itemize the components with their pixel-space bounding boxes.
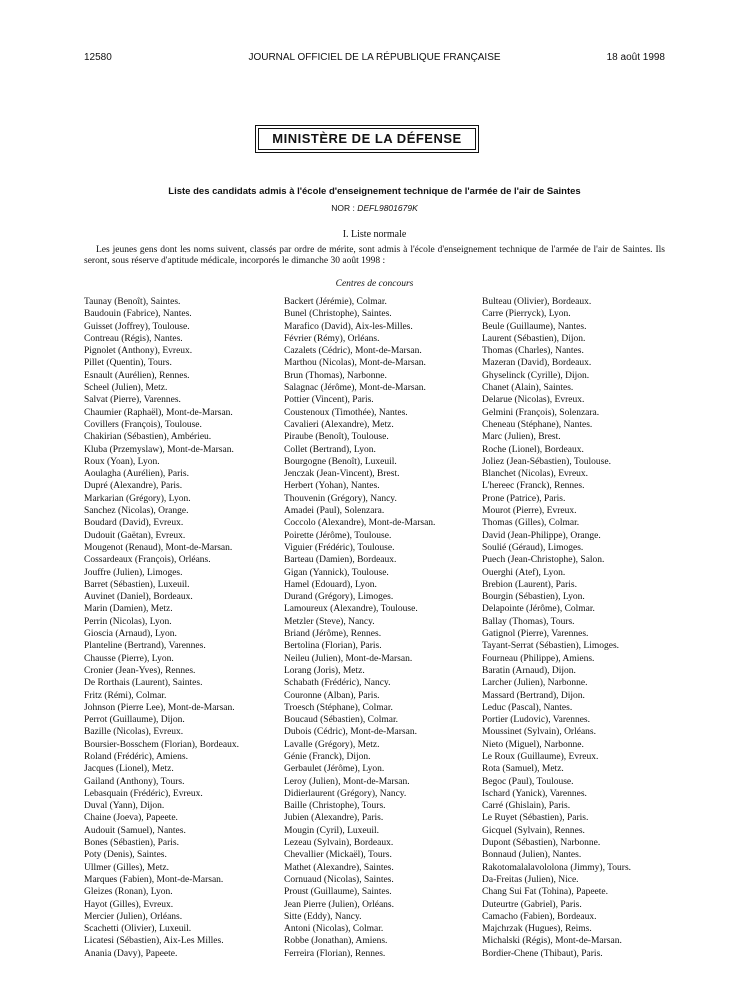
- candidate-entry: Chaine (Joeva), Papeete.: [84, 813, 178, 824]
- candidate-entry: Rakotomalalavololona (Jimmy), Tours.: [482, 862, 632, 873]
- candidate-entry: Cossardeaux (François), Orléans.: [84, 555, 211, 566]
- candidate-entry: Covillers (François), Toulouse.: [84, 419, 202, 430]
- candidate-entry: Poty (Denis), Saintes.: [84, 850, 167, 861]
- candidate-entry: Hayot (Gilles), Evreux.: [84, 899, 174, 910]
- candidate-entry: Carré (Ghislain), Paris.: [482, 801, 571, 812]
- candidate-entry: Mougin (Cyril), Luxeuil.: [284, 825, 379, 836]
- candidate-entry: Roux (Yoan), Lyon.: [84, 456, 160, 467]
- candidate-entry: Bourgin (Sébastien), Lyon.: [482, 592, 585, 603]
- candidate-entry: Majchrzak (Hugues), Reims.: [482, 924, 592, 935]
- candidate-entry: Duteurtre (Gabriel), Paris.: [482, 899, 582, 910]
- candidate-entry: Chaumier (Raphaël), Mont-de-Marsan.: [84, 407, 233, 418]
- candidate-entry: Antoni (Nicolas), Colmar.: [284, 924, 384, 935]
- page-header: [84, 52, 665, 68]
- candidate-entry: Ischard (Yanick), Varennes.: [482, 788, 587, 799]
- candidate-entry: Dudouit (Gaëtan), Evreux.: [84, 530, 186, 541]
- candidate-entry: Massard (Bertrand), Dijon.: [482, 690, 585, 701]
- candidate-entry: Nieto (Miguel), Narbonne.: [482, 739, 584, 750]
- candidate-entry: Thouvenin (Grégory), Nancy.: [284, 493, 397, 504]
- candidate-entry: Gelmini (François), Solenzara.: [482, 407, 600, 418]
- nor-reference: [84, 203, 665, 213]
- candidate-entry: Sitte (Eddy), Nancy.: [284, 911, 362, 922]
- candidate-entry: Begoc (Paul), Toulouse.: [482, 776, 574, 787]
- candidate-entry: Mercier (Julien), Orléans.: [84, 911, 183, 922]
- candidate-entry: Marafico (David), Aix-les-Milles.: [284, 321, 413, 332]
- candidate-entry: Gleizes (Ronan), Lyon.: [84, 887, 173, 898]
- candidate-entry: Baudouin (Fabrice), Nantes.: [84, 309, 192, 320]
- candidate-entry: Johnson (Pierre Lee), Mont-de-Marsan.: [84, 702, 235, 713]
- centres-heading: Centres de concours: [335, 279, 414, 289]
- candidate-entry: Prone (Patrice), Paris.: [482, 493, 566, 504]
- candidate-entry: Licatesi (Sébastien), Aix-Les Milles.: [84, 936, 224, 947]
- candidate-entry: Audouit (Samuel), Nantes.: [84, 825, 186, 836]
- candidate-entry: Marthou (Nicolas), Mont-de-Marsan.: [284, 358, 426, 369]
- candidate-entry: Marques (Fabien), Mont-de-Marsan.: [84, 874, 224, 885]
- candidate-entry: Dupré (Alexandre), Paris.: [84, 481, 183, 492]
- candidate-entry: Pignolet (Anthony), Evreux.: [84, 346, 193, 357]
- candidate-entry: Gicquel (Sylvain), Rennes.: [482, 825, 585, 836]
- candidate-entry: Couronne (Alban), Paris.: [284, 690, 380, 701]
- candidate-entry: Brun (Thomas), Narbonne.: [284, 370, 387, 381]
- candidate-entry: Ullmer (Gilles), Metz.: [84, 862, 169, 873]
- candidate-entry: Carre (Pierryck), Lyon.: [482, 309, 571, 320]
- candidate-entry: Boucaud (Sébastien), Colmar.: [284, 715, 398, 726]
- candidate-entry: Gioscia (Arnaud), Lyon.: [84, 629, 177, 640]
- candidate-entry: Hamel (Edouard), Lyon.: [284, 579, 377, 590]
- candidate-entry: Boursier-Bosschem (Florian), Bordeaux.: [84, 739, 239, 750]
- candidate-entry: Le Roux (Guillaume), Evreux.: [482, 751, 599, 762]
- candidate-entry: Didierlaurent (Grégory), Nancy.: [284, 788, 407, 799]
- candidate-entry: De Rorthais (Laurent), Saintes.: [84, 678, 203, 689]
- candidate-entry: Fourneau (Philippe), Amiens.: [482, 653, 595, 664]
- candidate-entry: Scheel (Julien), Metz.: [84, 383, 168, 394]
- candidate-entry: Bulteau (Olivier), Bordeaux.: [482, 297, 592, 307]
- page-number: 12580: [84, 52, 112, 63]
- candidate-entry: Anania (Davy), Papeete.: [84, 948, 178, 959]
- candidate-entry: Puech (Jean-Christophe), Salon.: [482, 555, 605, 566]
- candidate-entry: Jouffre (Julien), Limoges.: [84, 567, 183, 578]
- candidate-entry: Chakirian (Sébastien), Ambérieu.: [84, 432, 212, 443]
- candidate-entry: Mougenot (Renaud), Mont-de-Marsan.: [84, 542, 233, 553]
- candidate-entry: Bourgogne (Benoît), Luxeuil.: [284, 456, 397, 467]
- candidate-entry: Thomas (Charles), Nantes.: [482, 346, 584, 357]
- candidate-entry: Blanchet (Nicolas), Evreux.: [482, 469, 589, 480]
- candidate-entry: Perrot (Guillaume), Dijon.: [84, 715, 185, 726]
- candidate-entry: Jacques (Lionel), Metz.: [84, 764, 174, 775]
- candidate-entry: Lezeau (Sylvain), Bordeaux.: [284, 838, 394, 849]
- candidate-entry: Thomas (Gilles), Colmar.: [482, 518, 580, 529]
- candidate-entry: Leduc (Pascal), Nantes.: [482, 702, 573, 713]
- candidate-entry: Baratin (Arnaud), Dijon.: [482, 665, 576, 676]
- candidate-column-2: [284, 296, 474, 960]
- candidate-entry: Duval (Yann), Dijon.: [84, 801, 165, 812]
- candidate-entry: Février (Rémy), Orléans.: [284, 333, 380, 344]
- ministry-title: MINISTÈRE DE LA DÉFENSE: [258, 128, 476, 150]
- candidate-entry: Ferreira (Florian), Rennes.: [284, 948, 386, 959]
- candidate-entry: Larcher (Julien), Narbonne.: [482, 678, 588, 689]
- candidate-entry: Fritz (Rémi), Colmar.: [84, 690, 167, 701]
- candidate-entry: Bordier-Chene (Thibaut), Paris.: [482, 948, 603, 959]
- candidate-entry: David (Jean-Philippe), Orange.: [482, 530, 601, 541]
- candidate-entry: Coccolo (Alexandre), Mont-de-Marsan.: [284, 518, 436, 529]
- candidate-entry: Collet (Bertrand), Lyon.: [284, 444, 376, 455]
- candidate-entry: Dubois (Cédric), Mont-de-Marsan.: [284, 727, 417, 738]
- candidate-entry: Jean Pierre (Julien), Orléans.: [284, 899, 395, 910]
- candidate-entry: Jubien (Alexandre), Paris.: [284, 813, 384, 824]
- candidate-entry: Tayant-Serrat (Sébastien), Limoges.: [482, 641, 620, 652]
- candidate-entry: Bunel (Christophe), Saintes.: [284, 309, 392, 320]
- candidate-entry: Scachetti (Olivier), Luxeuil.: [84, 924, 192, 935]
- candidate-entry: Baille (Christophe), Tours.: [284, 801, 386, 812]
- candidate-entry: Moussinet (Sylvain), Orléans.: [482, 727, 596, 738]
- candidate-entry: Leroy (Julien), Mont-de-Marsan.: [284, 776, 410, 787]
- candidate-entry: Bonnaud (Julien), Nantes.: [482, 850, 582, 861]
- candidate-entry: Salagnac (Jérôme), Mont-de-Marsan.: [284, 383, 426, 394]
- candidate-entry: Marin (Damien), Metz.: [84, 604, 173, 615]
- candidate-entry: Taunay (Benoît), Saintes.: [84, 297, 181, 307]
- candidate-entry: Laurent (Sébastien), Dijon.: [482, 333, 586, 344]
- candidate-entry: Guisset (Joffrey), Toulouse.: [84, 321, 190, 332]
- candidate-entry: Amadei (Paul), Solenzara.: [284, 506, 385, 517]
- candidate-entry: Roland (Frédéric), Amiens.: [84, 751, 188, 762]
- candidate-entry: Durand (Grégory), Limoges.: [284, 592, 394, 603]
- candidate-entry: Jenczak (Jean-Vincent), Brest.: [284, 469, 400, 480]
- journal-title: JOURNAL OFFICIEL DE LA RÉPUBLIQUE FRANÇAISE: [248, 52, 501, 63]
- candidate-entry: Cheneau (Stéphane), Nantes.: [482, 419, 593, 430]
- candidate-entry: Gatignol (Pierre), Varennes.: [482, 629, 589, 640]
- candidate-entry: Chausse (Pierre), Lyon.: [84, 653, 174, 664]
- candidate-entry: Ouerghi (Atef), Lyon.: [482, 567, 566, 578]
- candidate-entry: Barret (Sébastien), Luxeuil.: [84, 579, 190, 590]
- candidate-entry: Marc (Julien), Brest.: [482, 432, 561, 443]
- candidate-entry: Chevallier (Mickaël), Tours.: [284, 850, 392, 861]
- candidate-entry: Bertolina (Florian), Paris.: [284, 641, 382, 652]
- candidate-entry: Boudard (David), Evreux.: [84, 518, 184, 529]
- candidate-entry: Proust (Guillaume), Saintes.: [284, 887, 392, 898]
- candidate-entry: Sanchez (Nicolas), Orange.: [84, 506, 189, 517]
- nor-label: NOR :: [331, 203, 355, 213]
- candidate-entry: Poirette (Jérôme), Toulouse.: [284, 530, 392, 541]
- candidate-entry: Brebion (Laurent), Paris.: [482, 579, 577, 590]
- candidate-entry: Schabath (Frédéric), Nancy.: [284, 678, 391, 689]
- candidate-entry: Bones (Sébastien), Paris.: [84, 838, 179, 849]
- candidate-entry: Delapointe (Jérôme), Colmar.: [482, 604, 595, 615]
- candidate-entry: Le Ruyet (Sébastien), Paris.: [482, 813, 589, 824]
- candidate-entry: Lavalle (Grégory), Metz.: [284, 739, 380, 750]
- candidate-entry: Lebasquain (Frédéric), Evreux.: [84, 788, 203, 799]
- candidate-entry: Ballay (Thomas), Tours.: [482, 616, 575, 627]
- candidate-entry: Backert (Jérémie), Colmar.: [284, 297, 387, 307]
- candidate-entry: Planteline (Bertrand), Varennes.: [84, 641, 206, 652]
- candidate-entry: Lamoureux (Alexandre), Toulouse.: [284, 604, 418, 615]
- candidate-entry: Soulié (Géraud), Limoges.: [482, 542, 584, 553]
- candidate-entry: Roche (Lionel), Bordeaux.: [482, 444, 584, 455]
- candidate-entry: Perrin (Nicolas), Lyon.: [84, 616, 172, 627]
- candidate-entry: Mazeran (David), Bordeaux.: [482, 358, 592, 369]
- candidate-entry: Cronier (Jean-Yves), Rennes.: [84, 665, 196, 676]
- candidate-entry: Esnault (Aurélien), Rennes.: [84, 370, 190, 381]
- document-title: Liste des candidats admis à l'école d'enseignement technique de l'armée de l'air de Saintes: [168, 186, 581, 197]
- candidate-entry: Salvat (Pierre), Varennes.: [84, 395, 181, 406]
- candidate-entry: Camacho (Fabien), Bordeaux.: [482, 911, 597, 922]
- candidate-entry: Dupont (Sébastien), Narbonne.: [482, 838, 601, 849]
- candidate-column-1: [84, 296, 274, 960]
- candidate-entry: Chanet (Alain), Saintes.: [482, 383, 574, 394]
- candidate-entry: Michalski (Régis), Mont-de-Marsan.: [482, 936, 622, 947]
- candidate-entry: Génie (Franck), Dijon.: [284, 751, 371, 762]
- candidate-entry: Kluba (Przemyslaw), Mont-de-Marsan.: [84, 444, 234, 455]
- candidate-entry: Ghyselinck (Cyrille), Dijon.: [482, 370, 590, 381]
- candidate-entry: Beule (Guillaume), Nantes.: [482, 321, 587, 332]
- candidate-entry: Aoulagha (Aurélien), Paris.: [84, 469, 189, 480]
- candidate-entry: Mathet (Alexandre), Saintes.: [284, 862, 394, 873]
- candidate-entry: Metzler (Steve), Nancy.: [284, 616, 375, 627]
- candidate-entry: Piraube (Benoît), Toulouse.: [284, 432, 389, 443]
- nor-value: DEFL9801679K: [357, 203, 418, 213]
- candidate-entry: Portier (Ludovic), Varennes.: [482, 715, 590, 726]
- candidate-entry: Mourot (Pierre), Evreux.: [482, 506, 577, 517]
- candidate-entry: Neileu (Julien), Mont-de-Marsan.: [284, 653, 413, 664]
- candidate-entry: Cazalets (Cédric), Mont-de-Marsan.: [284, 346, 422, 357]
- section-heading: I. Liste normale: [342, 229, 407, 240]
- candidate-entry: Briand (Jérôme), Rennes.: [284, 629, 382, 640]
- candidate-entry: Robbe (Jonathan), Amiens.: [284, 936, 388, 947]
- candidate-entry: Gerbaulet (Jérôme), Lyon.: [284, 764, 385, 775]
- candidate-entry: Lorang (Joris), Metz.: [284, 665, 365, 676]
- candidate-entry: Barteau (Damien), Bordeaux.: [284, 555, 397, 566]
- candidate-entry: Contreau (Régis), Nantes.: [84, 333, 183, 344]
- candidate-entry: Markarian (Grégory), Lyon.: [84, 493, 191, 504]
- candidate-entry: Chang Sui Fat (Tohina), Papeete.: [482, 887, 608, 898]
- candidate-entry: Gailand (Anthony), Tours.: [84, 776, 185, 787]
- candidate-entry: Herbert (Yohan), Nantes.: [284, 481, 380, 492]
- candidate-entry: Troesch (Stéphane), Colmar.: [284, 702, 393, 713]
- intro-text: Les jeunes gens dont les noms suivent, classés par ordre de mérite, sont admis à l'école d'enseignement technique de l'armée de l'air de Saintes. Ils seront, sous réserve d'aptitude médicale, incorporés le dimanche 30 août 1998 :: [84, 245, 665, 266]
- candidate-entry: Auvinet (Daniel), Bordeaux.: [84, 592, 193, 603]
- ministry-box: [255, 125, 479, 153]
- candidate-entry: Rota (Samuel), Metz.: [482, 764, 564, 775]
- candidate-entry: Joliez (Jean-Sébastien), Toulouse.: [482, 456, 611, 467]
- candidate-entry: Viguier (Frédéric), Toulouse.: [284, 542, 395, 553]
- candidate-entry: Cornuaud (Nicolas), Saintes.: [284, 874, 394, 885]
- candidate-entry: Cavalieri (Alexandre), Metz.: [284, 419, 394, 430]
- candidate-entry: Pillet (Quentin), Tours.: [84, 358, 172, 369]
- candidate-entry: Gigan (Yannick), Toulouse.: [284, 567, 389, 578]
- candidate-entry: Delarue (Nicolas), Evreux.: [482, 395, 585, 406]
- candidate-entry: Coustenoux (Timothée), Nantes.: [284, 407, 408, 418]
- intro-paragraph: [84, 245, 665, 267]
- candidate-entry: Da-Freitas (Julien), Nice.: [482, 874, 579, 885]
- candidate-entry: L'hereec (Franck), Rennes.: [482, 481, 585, 492]
- candidate-entry: Pottier (Vincent), Paris.: [284, 395, 374, 406]
- candidate-entry: Bazille (Nicolas), Evreux.: [84, 727, 184, 738]
- publication-date: 18 août 1998: [606, 52, 665, 63]
- candidate-column-3: [482, 296, 668, 960]
